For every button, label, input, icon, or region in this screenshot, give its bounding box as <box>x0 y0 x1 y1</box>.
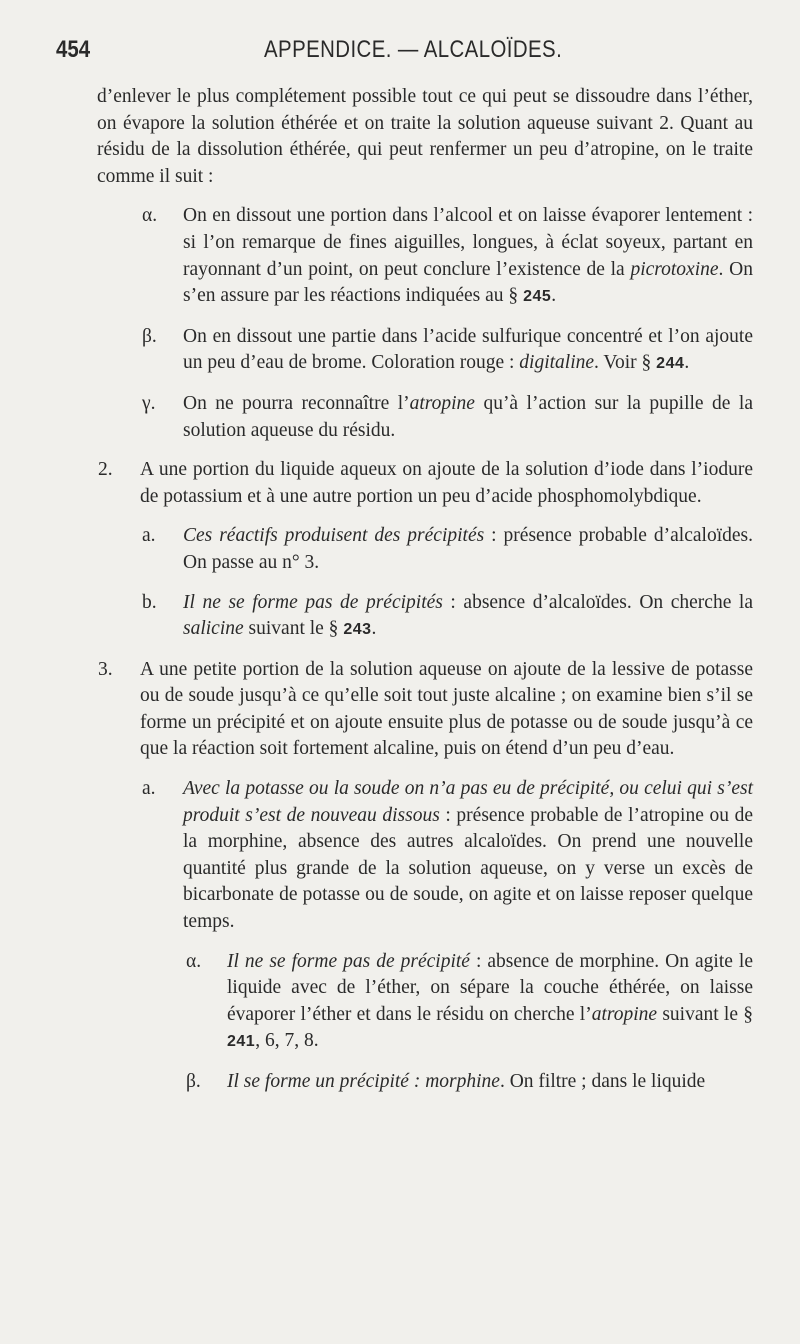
term-atropine: atropine <box>409 392 475 414</box>
paragraph-text: Il ne se forme pas de précipités : absence d’alcaloïdes. On cherche la salicine suivant le § 243. <box>183 591 753 640</box>
paragraph-item-3a-alpha <box>186 949 754 1056</box>
item-marker: a. <box>142 525 156 547</box>
item-marker: β. <box>142 325 157 347</box>
item-marker: α. <box>186 950 202 972</box>
item-marker: α. <box>142 205 158 227</box>
item-marker: β. <box>186 1071 201 1092</box>
page-header <box>56 36 746 72</box>
paragraph-text: A une portion du liquide aqueux on ajoute de la solution d’iode dans l’iodure de potassium et à une autre portion un peu d’acide phosphomolybdique. <box>140 459 753 507</box>
item-marker: b. <box>142 591 157 613</box>
item-marker: γ. <box>142 392 156 414</box>
section-ref: 243 <box>343 621 372 639</box>
paragraph-beta-1 <box>142 324 753 378</box>
paragraph-text: On en dissout une portion dans l’alcool et on laisse évaporer lentement : si l’on remarque de fines aiguilles, longues, à éclat soyeux, partant en rayonnant d’un point, on peut conclure l’existence de la picrotoxine. On s’en assure par les réactions indiquées au § 245. <box>183 205 753 307</box>
paragraph-item-2a <box>142 523 753 576</box>
item-marker: a. <box>142 778 156 800</box>
intro-paragraph: d’enlever le plus complétement possible tout ce qui peut se dissoudre dans l’éther, on évapore la solution éthérée et on traite la solution aqueuse suivant 2. Quant au résidu de la dissolution éthérée, qui peut renfermer un peu d’atropine, on le traite comme il suit : <box>97 86 753 187</box>
running-head: APPENDICE. — ALCALOÏDES. <box>264 36 563 63</box>
item-number: 2. <box>98 459 113 481</box>
page-number: 454 <box>56 36 91 63</box>
term-digitaline: digitaline <box>519 352 595 374</box>
term-salicine: salicine <box>183 618 244 640</box>
item-number: 3. <box>98 658 113 680</box>
section-ref: 241 <box>227 1033 256 1051</box>
paragraph-text: Ces réactifs produisent des précipités : présence probable d’alcaloïdes. On passe au n° 3. <box>183 525 753 573</box>
paragraph-gamma-1 <box>142 391 753 444</box>
paragraph-item-2 <box>98 457 753 510</box>
section-ref: 244 <box>656 355 685 373</box>
paragraph-text: A une petite portion de la solution aqueuse on ajoute de la lessive de potasse ou de soude jusqu’à ce qu’elle soit tout juste alcaline ; on examine bien s’il se forme un précipité et on ajoute ensuite plus de potasse ou de soude jusqu’à ce que la réaction soit fortement alcaline, puis on étend d’un peu d’eau. <box>140 658 753 760</box>
paragraph-item-3a <box>142 776 753 936</box>
paragraph-text: Il se forme un précipité : morphine. On filtre ; dans le liquide <box>227 1071 706 1092</box>
paragraph-item-3 <box>98 657 753 763</box>
term-picrotoxine: picrotoxine <box>630 258 719 280</box>
paragraph-item-2b <box>142 590 753 644</box>
paragraph-alpha-1 <box>142 203 753 310</box>
paragraph-text: On ne pourra reconnaître l’atropine qu’à l’action sur la pupille de la solution aqueuse du résidu. <box>183 392 753 441</box>
term-atropine: atropine <box>591 1003 658 1025</box>
section-ref: 245 <box>523 288 552 306</box>
paragraph-item-3a-beta <box>186 1069 753 1096</box>
paragraph-text: Avec la potasse ou la soude on n’a pas eu de précipité, ou celui qui s’est produit s’est de nouveau dissous : présence probable de l’atropine ou de la morphine, absence des autres alcaloïdes. On prend une nouvelle quantité plus grande de la solution aqueuse, on y verse un excès de bicarbonate de potasse ou de soude, on agite et on laisse reposer quelque temps. <box>183 778 753 933</box>
paragraph-text: Il ne se forme pas de précipité : absence de morphine. On agite le liquide avec de l’éther, on sépare la couche éthérée, on laisse évaporer l’éther et dans le résidu on cherche l’atropine suivant le § 241, 6, 7, 8. <box>227 950 754 1052</box>
page-body <box>0 84 800 1096</box>
paragraph-text: On en dissout une partie dans l’acide sulfurique concentré et l’on ajoute un peu d’eau de brome. Coloration rouge : digitaline. Voir § 244. <box>183 325 753 374</box>
